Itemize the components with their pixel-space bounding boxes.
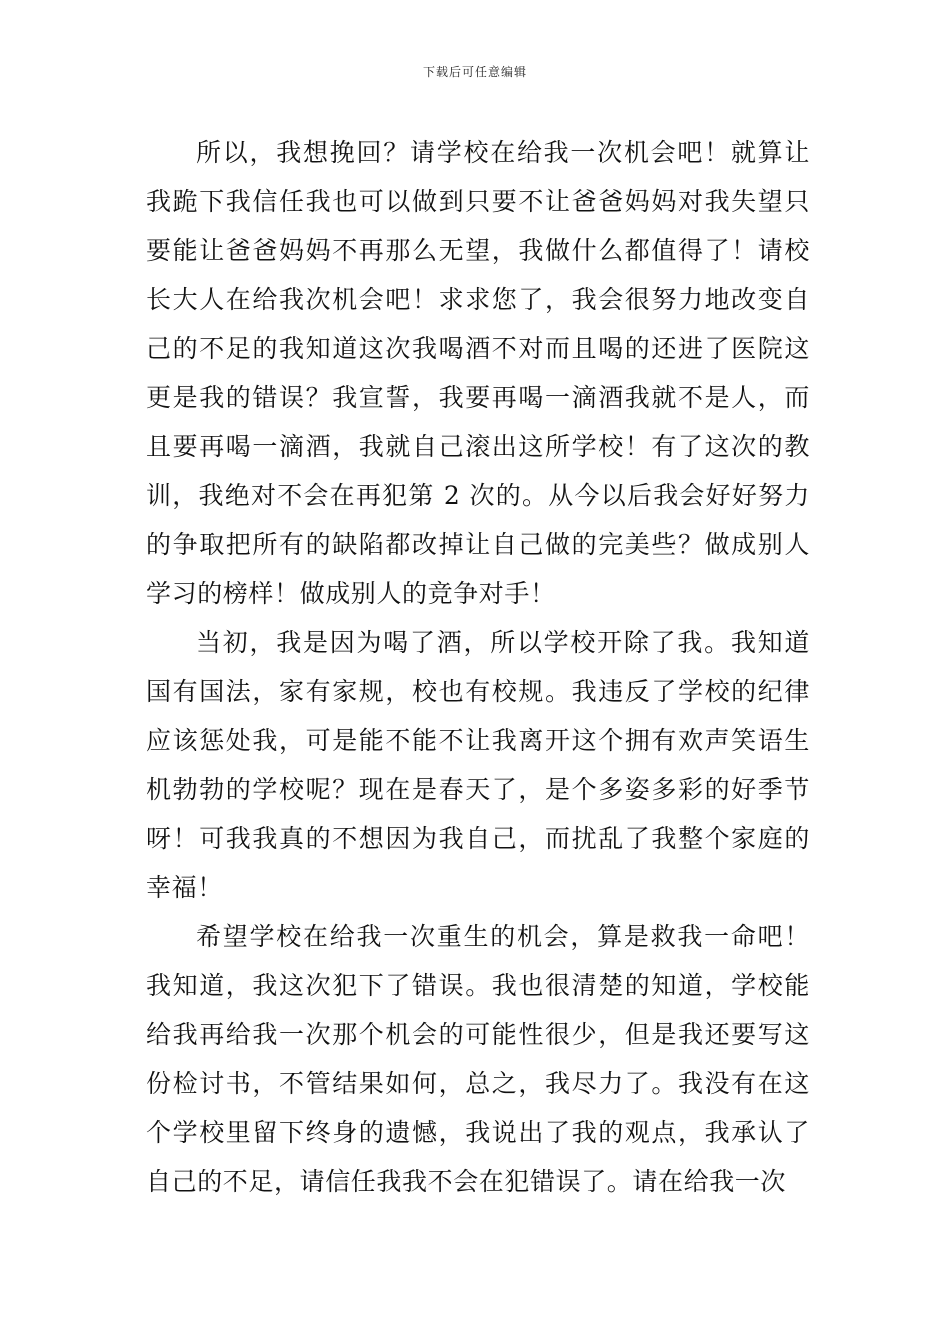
paragraph-3: 希望学校在给我一次重生的机会，算是救我一命吧！我知道，我这次犯下了错误。我也很清楚的知道，学校能给我再给我一次那个机会的可能性很少，但是我还要写这份检讨书，不管结果如何，总之，我尽力了。我没有在这个学校里留下终身的遗憾，我说出了我的观点，我承认了自己的不足，请信任我我不会在犯错误了。请在给我一次 bbox=[146, 922, 810, 1196]
paragraph-1: 所以，我想挽回？请学校在给我一次机会吧！就算让我跪下我信任我也可以做到只要不让爸爸妈妈对我失望只要能让爸爸妈妈不再那么无望，我做什么都值得了！请校长大人在给我次机会吧！求求您了，我会很努力地改变自己的不足的我知道这次我喝酒不对而且喝的还进了医院这更是我的错误？我宣誓，我要再喝一滴酒我就不是人，而且要再喝一滴酒，我就自己滚出这所学校！有了这次的教训，我绝对不会在再犯第 2 次的。从今以后我会好好努力的争取把所有的缺陷都改掉让自己做的完美些？做成别人学习的榜样！做成别人的竞争对手！ bbox=[146, 138, 810, 608]
paragraph-2: 当初，我是因为喝了酒，所以学校开除了我。我知道国有国法，家有家规，校也有校规。我违反了学校的纪律应该惩处我，可是能不能不让我离开这个拥有欢声笑语生机勃勃的学校呢？现在是春天了，是个多姿多彩的好季节呀！可我我真的不想因为我自己，而扰乱了我整个家庭的幸福！ bbox=[146, 628, 810, 902]
page-header: 下载后可任意编辑 bbox=[422, 65, 527, 79]
document-body bbox=[146, 128, 810, 1206]
